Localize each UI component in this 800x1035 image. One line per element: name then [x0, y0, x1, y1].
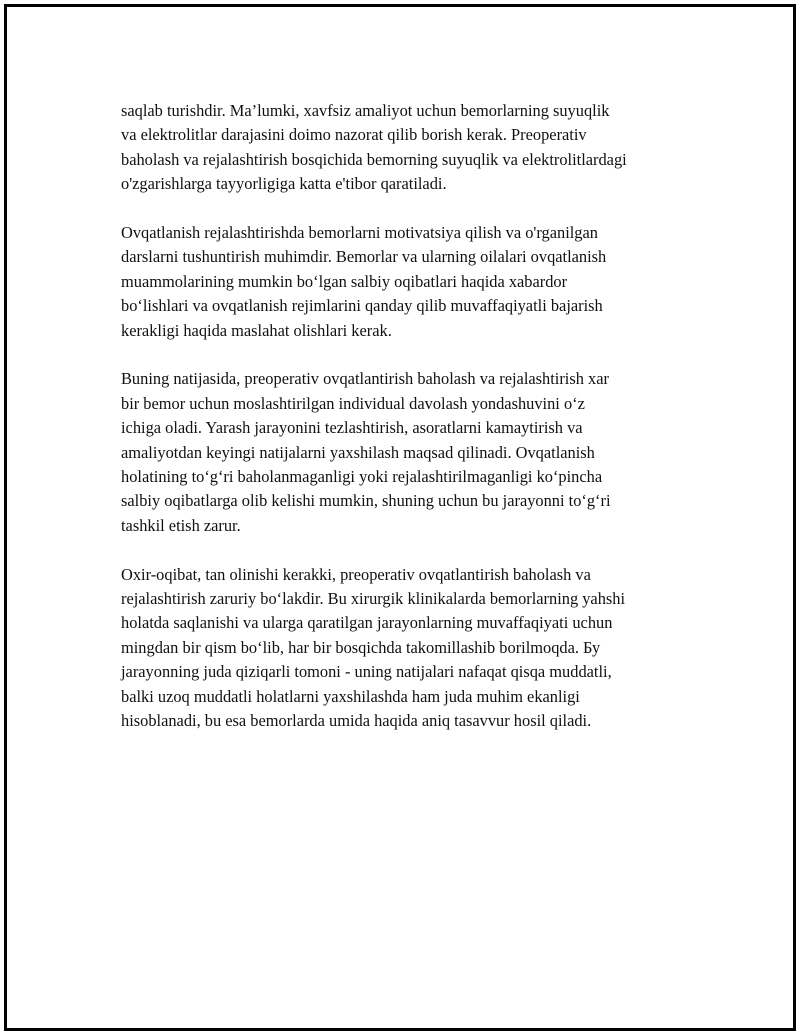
text-line: saqlab turishdir. Ma’lumki, xavfsiz amaliyot uchun bemorlarning suyuqlik [121, 101, 610, 120]
text-line: va elektrolitlar darajasini doimo nazorat qilib borish kerak. Preoperativ [121, 125, 587, 145]
text-line: kerakligi haqida maslahat olishlari kerak. [121, 320, 392, 340]
text-line: Buning natijasida, preoperativ ovqatlantirish baholash va rejalashtirish xar [121, 369, 609, 389]
text-line: darslarni tushuntirish muhimdir. Bemorlar va ularning oilalari ovqatlanish [121, 247, 607, 267]
text-line: tashkil etish zarur. [121, 515, 241, 535]
text-line: balki uzoq muddatli holatlarni yaxshilashda ham juda muhim ekanligi [121, 686, 580, 706]
paragraph [121, 221, 701, 343]
text-line: muammolarining mumkin bo‘lgan salbiy oqibatlari haqida xabardor [121, 271, 568, 291]
text-line: amaliyotdan keyingi natijalarni yaxshilash maqsad qilinadi. Ovqatlanish [121, 442, 595, 462]
text-line: salbiy oqibatlarga olib kelishi mumkin, shuning uchun bu jarayonni to‘g‘ri [121, 491, 611, 511]
text-line: o'zgarishlarga tayyorligiga katta e'tibor qaratiladi. [121, 174, 447, 194]
paragraph [121, 367, 701, 538]
text-line: ichiga oladi. Yarash jarayonini tezlashtirish, asoratlarni kamaytirish va [121, 418, 583, 438]
text-line: bo‘lishlari va ovqatlanish rejimlarini qanday qilib muvaffaqiyatli bajarish [121, 296, 603, 316]
text-line: bir bemor uchun moslashtirilgan individual davolash yondashuvini o‘z [121, 393, 585, 413]
document-body [121, 99, 701, 758]
text-line: holatda saqlanishi va ularga qaratilgan jarayonlarning muvaffaqiyati uchun [121, 613, 613, 633]
paragraph [121, 99, 701, 197]
text-line: baholash va rejalashtirish bosqichida bemorning suyuqlik va elektrolitlardagi [121, 149, 627, 169]
text-line: Oxir-oqibat, tan olinishi kerakki, preoperativ ovqatlantirish baholash va [121, 564, 591, 584]
text-line: rejalashtirish zaruriy bo‘lakdir. Bu xirurgik klinikalarda bemorlarning yahshi [121, 589, 626, 609]
text-line: jarayonning juda qiziqarli tomoni - uning natijalari nafaqat qisqa muddatli, [121, 662, 612, 682]
page-frame [4, 4, 796, 1031]
text-line: Ovqatlanish rejalashtirishda bemorlarni motivatsiya qilish va o'rganilgan [121, 223, 598, 243]
text-line: holatining to‘g‘ri baholanmaganligi yoki rejalashtirilmaganligi ko‘pincha [121, 467, 603, 487]
paragraph [121, 563, 701, 734]
text-line: mingdan bir qism bo‘lib, har bir bosqichda takomillashib borilmoqda. Бу [121, 637, 601, 657]
text-line: hisoblanadi, bu esa bemorlarda umida haqida aniq tasavvur hosil qiladi. [121, 711, 592, 731]
